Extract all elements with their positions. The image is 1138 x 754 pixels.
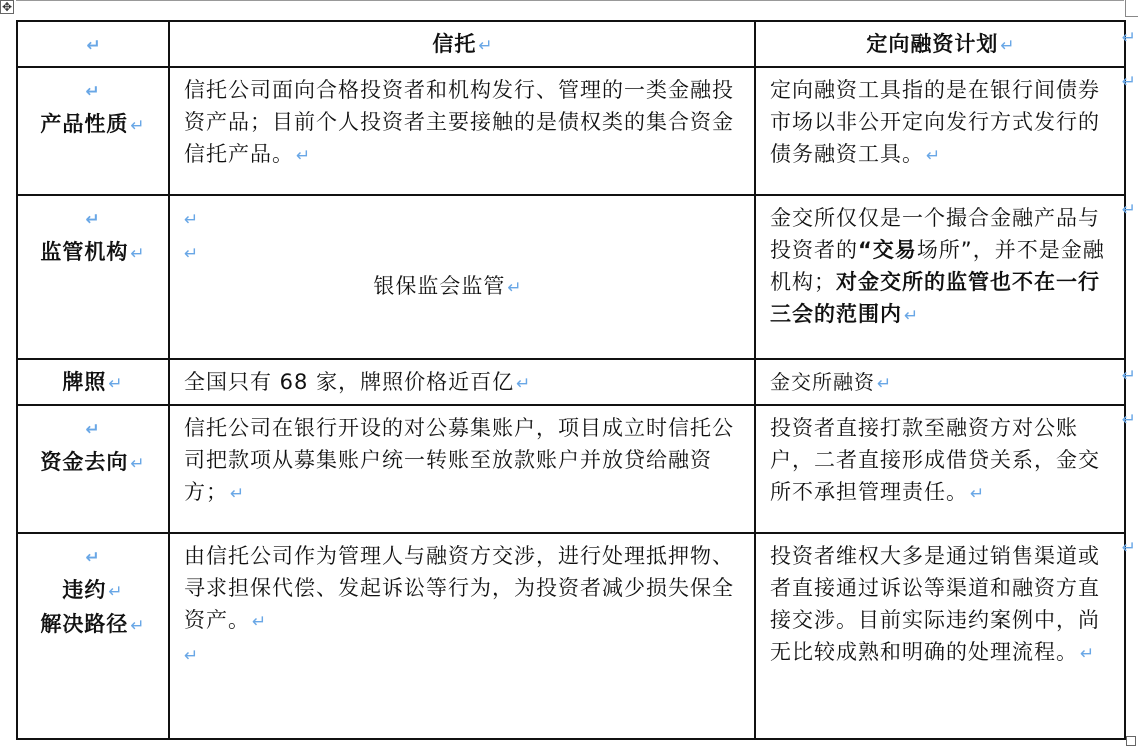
directional-cell[interactable]: [755, 359, 1125, 405]
paragraph-mark-icon: ↵: [478, 36, 494, 56]
row-label-cell[interactable]: [17, 67, 169, 195]
header-directional-cell[interactable]: [755, 21, 1125, 67]
row-end-mark-icon: ↵: [1121, 366, 1136, 386]
paragraph-mark-icon: ↵: [516, 374, 532, 394]
directional-product-nature-text: 定向融资工具指的是在银行间债券市场以非公开定向发行方式发行的债务融资工具。: [770, 78, 1100, 166]
row-label-cell[interactable]: [17, 405, 169, 533]
table-row: [17, 359, 1125, 405]
page-corner-mark: [1125, 0, 1138, 17]
paragraph-mark-icon: ↵: [184, 646, 200, 666]
row-label-cell[interactable]: [17, 359, 169, 405]
trust-cell[interactable]: [169, 533, 755, 739]
row-end-mark-icon: ↵: [1121, 28, 1136, 48]
directional-default-text: 投资者维权大多是通过销售渠道或者直接通过诉讼等渠道和融资方直接交涉。目前实际违约案例中，尚无比较成熟和明确的处理流程。: [770, 544, 1100, 664]
trust-product-nature-text: 信托公司面向合格投资者和机构发行、管理的一类金融投资产品；目前个人投资者主要接触的是债权类的集合资金信托产品。: [184, 78, 734, 166]
paragraph-mark-icon: ↵: [1000, 36, 1016, 56]
directional-cell[interactable]: [755, 533, 1125, 739]
trust-regulator-text: 银保监会监管: [373, 274, 506, 298]
trust-cell[interactable]: [169, 67, 755, 195]
paragraph-mark-icon: ↵: [86, 36, 102, 56]
paragraph-mark-icon: ↵: [85, 548, 101, 568]
row-label-cell[interactable]: [17, 195, 169, 359]
table-header-row: [17, 21, 1125, 67]
paragraph-mark-icon: ↵: [230, 484, 246, 504]
row-label-regulator: 监管机构: [40, 240, 129, 264]
paragraph-mark-icon: ↵: [130, 116, 146, 136]
row-end-mark-icon: ↵: [1121, 72, 1136, 92]
trust-fund-flow-text: 信托公司在银行开设的对公募集账户，项目成立时信托公司把款项从募集账户统一转账至放款账户并放贷给融资方；: [184, 416, 734, 504]
paragraph-mark-icon: ↵: [85, 82, 101, 102]
table-row: [17, 67, 1125, 195]
row-end-mark-icon: ↵: [1121, 410, 1136, 430]
header-trust-label: 信托: [432, 32, 477, 56]
directional-cell[interactable]: [755, 67, 1125, 195]
paragraph-mark-icon: ↵: [130, 454, 146, 474]
trust-license-text: 全国只有 68 家，牌照价格近百亿: [184, 370, 515, 394]
table-row: [17, 195, 1125, 359]
table-resize-handle[interactable]: [1126, 736, 1136, 746]
row-end-mark-icon: ↵: [1121, 200, 1136, 220]
header-trust-cell[interactable]: [169, 21, 755, 67]
header-empty-cell[interactable]: [17, 21, 169, 67]
paragraph-mark-icon: ↵: [130, 616, 146, 636]
paragraph-mark-icon: ↵: [85, 210, 101, 230]
paragraph-mark-icon: ↵: [1080, 644, 1096, 664]
paragraph-mark-icon: ↵: [184, 244, 200, 264]
row-label-cell[interactable]: [17, 533, 169, 739]
table-move-handle-icon[interactable]: ✥: [1, 0, 13, 14]
trust-default-text: 由信托公司作为管理人与融资方交涉，进行处理抵押物、寻求担保代偿、发起诉讼等行为，为投资者减少损失保全资产。: [184, 544, 734, 632]
table-row: [17, 533, 1125, 739]
directional-license-text: 金交所融资: [770, 370, 875, 394]
directional-fund-flow-text: 投资者直接打款至融资方对公账户，二者直接形成借贷关系，金交所不承担管理责任。: [770, 416, 1100, 504]
row-label-default-line2: 解决路径: [40, 612, 129, 636]
row-label-fund-flow: 资金去向: [40, 450, 129, 474]
directional-regulator-text-2: 场所”，并不是金融机构；: [770, 238, 1105, 294]
comparison-table: [16, 20, 1126, 740]
paragraph-mark-icon: ↵: [85, 420, 101, 440]
paragraph-mark-icon: ↵: [108, 582, 124, 602]
paragraph-mark-icon: ↵: [252, 612, 268, 632]
row-end-mark-icon: ↵: [1121, 538, 1136, 558]
directional-regulator-text-1: 金交所仅仅是一个撮合金融产品与投资者的: [770, 206, 1100, 262]
paragraph-mark-icon: ↵: [926, 146, 942, 166]
trust-cell[interactable]: [169, 359, 755, 405]
table-row: [17, 405, 1125, 533]
directional-cell[interactable]: [755, 195, 1125, 359]
trust-cell[interactable]: [169, 195, 755, 359]
paragraph-mark-icon: ↵: [184, 210, 200, 230]
directional-regulator-bold-1: “交易: [858, 238, 917, 262]
page-top-border: [16, 0, 1124, 1]
row-label-product-nature: 产品性质: [40, 112, 129, 136]
row-label-default-line1: 违约: [62, 578, 107, 602]
trust-cell[interactable]: [169, 405, 755, 533]
directional-cell[interactable]: [755, 405, 1125, 533]
paragraph-mark-icon: ↵: [507, 278, 523, 298]
paragraph-mark-icon: ↵: [904, 306, 920, 326]
directional-regulator-bold-2: 对金交所的监管也不在一行三会的范围内: [770, 270, 1100, 326]
paragraph-mark-icon: ↵: [296, 146, 312, 166]
header-directional-label: 定向融资计划: [866, 32, 999, 56]
paragraph-mark-icon: ↵: [877, 374, 893, 394]
paragraph-mark-icon: ↵: [970, 484, 986, 504]
row-label-license: 牌照: [62, 370, 107, 394]
paragraph-mark-icon: ↵: [108, 374, 124, 394]
paragraph-mark-icon: ↵: [130, 244, 146, 264]
